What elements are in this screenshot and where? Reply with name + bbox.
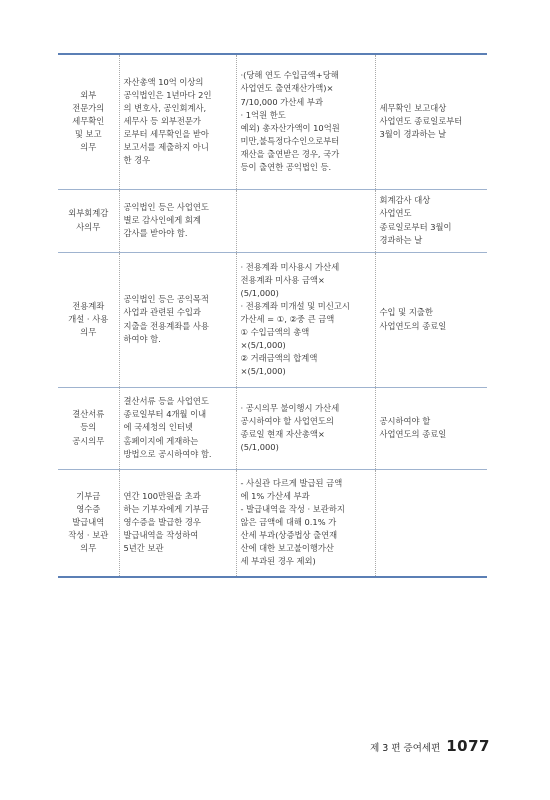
duty-target-cell: 자산총액 10억 이상의 공익법인은 1년마다 2인 의 변호사, 공인회계사, 세무사 등 외부전문가 로부터 세무확인을 받아 보고서를 제출하지 아니 한 경우 xyxy=(119,54,236,189)
tax-duties-table xyxy=(58,53,487,578)
duty-deadline-cell: 공시하여야 할 사업연도의 종료일 xyxy=(375,387,487,469)
page-footer xyxy=(340,737,490,757)
duty-name-cell: 외부회계감 사의무 xyxy=(58,189,119,252)
duty-name-cell: 전용계좌 개설 · 사용 의무 xyxy=(58,252,119,387)
part-title: 제 3 편 증여세편 xyxy=(370,743,441,754)
table-row xyxy=(58,189,487,252)
duty-deadline-cell: 세무확인 보고대상 사업연도 종료일로부터 3월이 경과하는 날 xyxy=(375,54,487,189)
duty-penalty-cell: - 사실관 다르게 발급된 금액 에 1% 가산세 부과 - 발급내역을 작성 · 보관하지 않은 금액에 대해 0.1% 가 산세 부과(상증법상 출연재 산에 대한 보고불이행가산 세 부과된 경우 제외) xyxy=(236,469,375,577)
duty-name-cell: 결산서류 등의 공시의무 xyxy=(58,387,119,469)
duty-name-cell: 기부금 영수증 발급내역 작성 · 보관 의무 xyxy=(58,469,119,577)
table-row xyxy=(58,387,487,469)
duty-target-cell: 공익법인 등은 사업연도 별로 감사인에게 회계 감사를 받아야 함. xyxy=(119,189,236,252)
duty-deadline-cell xyxy=(375,469,487,577)
duty-deadline-cell: 수입 및 지출한 사업연도의 종료일 xyxy=(375,252,487,387)
table-row xyxy=(58,469,487,577)
duty-penalty-cell: · 전용계좌 미사용시 가산세 전용계좌 미사용 금액× (5/1,000) · 전용계좌 미개설 및 미신고시 가산세 = ①, ②중 큰 금액 ① 수입금액의 총액 ×(5/1,000) ② 거래금액의 합계액 ×(5/1,000) xyxy=(236,252,375,387)
duty-deadline-cell: 회계감사 대상 사업연도 종료일로부터 3월이 경과하는 날 xyxy=(375,189,487,252)
duty-target-cell: 연간 100만원을 초과 하는 기부자에게 기부금 영수증을 발급한 경우 발급내역을 작성하여 5년간 보관 xyxy=(119,469,236,577)
duty-penalty-cell xyxy=(236,189,375,252)
duty-penalty-cell: · 공시의무 불이행시 가산세 공시하여야 할 사업연도의 종료일 현재 자산총액× (5/1,000) xyxy=(236,387,375,469)
duty-penalty-cell: ·(당해 연도 수입금액+당해 사업연도 출연재산가액)× 7/10,000 가산세 부과 · 1억원 한도 예외) 총자산가액이 10억원 미만,불특정다수인으로부터 재산을 출연받은 경우, 국가 등이 출연한 공익법인 등. xyxy=(236,54,375,189)
duty-target-cell: 공익법인 등은 공익목적 사업과 관련된 수입과 지출을 전용계좌를 사용 하여야 함. xyxy=(119,252,236,387)
duty-name-cell: 외부 전문가의 세무확인 및 보고 의무 xyxy=(58,54,119,189)
duty-target-cell: 결산서류 등을 사업연도 종료일부터 4개월 이내 에 국세청의 인터넷 홈페이지에 게재하는 방법으로 공시하여야 함. xyxy=(119,387,236,469)
page-number: 1077 xyxy=(446,737,490,755)
table-row xyxy=(58,54,487,189)
table-row xyxy=(58,252,487,387)
